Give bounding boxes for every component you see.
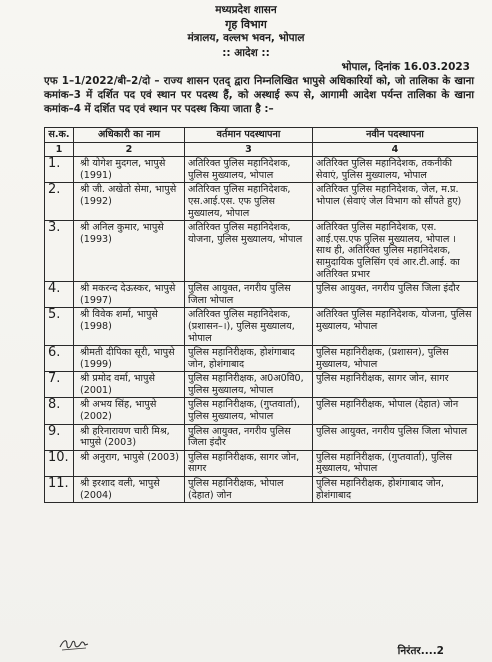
current-posting-cell: पुलिस महानिरीक्षक, भोपाल (देहात) जोन [185,477,313,503]
officer-name-cell: श्री योगेश मुदगल, भापुसे (1991) [74,157,185,183]
continued-note: निरंतर....2 [397,645,444,657]
serial-cell: 9. [45,424,74,450]
table-row [45,450,478,476]
serial-cell: 10. [45,450,74,476]
officer-name-cell: श्री अनुराग, भापुसे (2003) [74,450,185,476]
table-row [45,477,478,503]
current-posting-cell: पुलिस महानिरीक्षक, सागर जोन, सागर [185,450,313,476]
current-posting-cell: अतिरिक्त पुलिस महानिदेशक, पुलिस मुख्यालय, भोपाल [185,157,313,183]
serial-cell: 3. [45,221,74,282]
order-paragraph: एफ 1–1/2022/बी–2/दो – राज्य शासन एतद् द्वारा निम्नलिखित भापुसे अधिकारियों को, जो तालिका के खाना कमांक–3 में दर्शित पद एवं स्थान पर पदस्थ हैं, को अस्थाई रूप से, आगामी आदेश पर्यन्त तालिका के खाना कमांक–4 में दर्शित पद एवं स्थान पर पदस्थ किया जाता है :– [44,75,474,115]
serial-cell: 11. [45,477,74,503]
serial-cell: 1. [45,157,74,183]
officer-name-cell: श्रीमती दीपिका सूरी, भापुसे (1999) [74,346,185,372]
new-posting-cell: पुलिस महानिरीक्षक, भोपाल (देहात) जोन [313,398,478,424]
officer-name-cell: श्री जी. अखेतो सेमा, भापुसे (1992) [74,183,185,221]
table-row [45,424,478,450]
state-government-heading: मध्यप्रदेश शासन [215,4,277,16]
transfer-table [44,127,478,503]
table-row [45,157,478,183]
department-heading: गृह विभाग [225,18,267,31]
officer-name-cell: श्री प्रमोद वर्मा, भापुसे (2001) [74,372,185,398]
new-posting-cell: पुलिस आयुक्त, नगरीय पुलिस जिला इंदौर [313,282,478,308]
column-number-row [45,142,478,157]
new-posting-cell: पुलिस महानिरीक्षक, (प्रशासन), पुलिस मुख्यालय, भोपाल [313,346,478,372]
serial-cell: 4. [45,282,74,308]
header-serial: स.क. [45,128,74,143]
current-posting-cell: पुलिस आयुक्त, नगरीय पुलिस जिला इंदौर [185,424,313,450]
serial-cell: 8. [45,398,74,424]
order-date: भोपाल, दिनांक 16.03.2023 [341,61,470,73]
current-posting-cell: पुलिस आयुक्त, नगरीय पुलिस जिला भोपाल [185,282,313,308]
header-current-posting: वर्तमान पदस्थापना [185,128,313,143]
new-posting-cell: अतिरिक्त पुलिस महानिदेशक, एस. आई.एस.एफ पुलिस मुख्यालय, भोपाल । साथ ही, अतिरिक्त पुलिस महानिदेशक, सामुदायिक पुलिसिंग एवं आर.टी.आई. का अतिरिक्त प्रभार [313,221,478,282]
new-posting-cell: पुलिस आयुक्त, नगरीय पुलिस जिला भोपाल [313,424,478,450]
officer-name-cell: श्री मकरन्द देऊस्कर, भापुसे (1997) [74,282,185,308]
new-posting-cell: पुलिस महानिरीक्षक, होशंगाबाद जोन, होशंगाबाद [313,477,478,503]
table-row [45,282,478,308]
table-header-row [45,128,478,143]
new-posting-cell: पुलिस महानिरीक्षक, सागर जोन, सागर [313,372,478,398]
header-officer-name: अधिकारी का नाम [74,128,185,143]
table-row [45,221,478,282]
officer-name-cell: श्री विवेक शर्मा, भापुसे (1998) [74,308,185,346]
current-posting-cell: पुलिस महानिरीक्षक, अ0अ0वि0, पुलिस मुख्यालय, भोपाल [185,372,313,398]
table-row [45,308,478,346]
officer-name-cell: श्री इरशाद वली, भापुसे (2004) [74,477,185,503]
serial-cell: 2. [45,183,74,221]
new-posting-cell: अतिरिक्त पुलिस महानिदेशक, तकनीकी सेवाएं, पुलिस मुख्यालय, भोपाल [313,157,478,183]
col-number: 2 [74,142,185,157]
serial-cell: 7. [45,372,74,398]
officer-name-cell: श्री अभय सिंह, भापुसे (2002) [74,398,185,424]
table-row [45,183,478,221]
handwritten-signature [58,635,90,653]
current-posting-cell: अतिरिक्त पुलिस महानिदेशक, योजना, पुलिस मुख्यालय, भोपाल [185,221,313,282]
order-title: :: आदेश :: [222,47,270,59]
table-row [45,372,478,398]
serial-cell: 6. [45,346,74,372]
officer-name-cell: श्री अनिल कुमार, भापुसे (1993) [74,221,185,282]
current-posting-cell: अतिरिक्त पुलिस महानिदेशक, (प्रशासन–।), पुलिस मुख्यालय, भोपाल [185,308,313,346]
ministry-address: मंत्रालय, वल्लभ भवन, भोपाल [187,32,305,44]
current-posting-cell: पुलिस महानिरीक्षक, होशंगाबाद जोन, होशंगाबाद [185,346,313,372]
table-row [45,398,478,424]
col-number: 4 [313,142,478,157]
col-number: 3 [185,142,313,157]
current-posting-cell: अतिरिक्त पुलिस महानिदेशक, एस.आई.एस. एफ पुलिस मुख्यालय, भोपाल [185,183,313,221]
table-row [45,346,478,372]
col-number: 1 [45,142,74,157]
new-posting-cell: पुलिस महानिरीक्षक, (गुप्तवार्ता), पुलिस मुख्यालय, भोपाल [313,450,478,476]
header-new-posting: नवीन पदस्थापना [313,128,478,143]
current-posting-cell: पुलिस महानिरीक्षक, (गुप्तवार्ता), पुलिस मुख्यालय, भोपाल [185,398,313,424]
serial-cell: 5. [45,308,74,346]
new-posting-cell: अतिरिक्त पुलिस महानिदेशक, जेल, म.प्र. भोपाल (सेवाएं जेल विभाग को सौंपते हुए) [313,183,478,221]
new-posting-cell: अतिरिक्त पुलिस महानिदेशक, योजना, पुलिस मुख्यालय, भोपाल [313,308,478,346]
officer-name-cell: श्री हरिनारायण चारी मिश्र, भापुसे (2003) [74,424,185,450]
